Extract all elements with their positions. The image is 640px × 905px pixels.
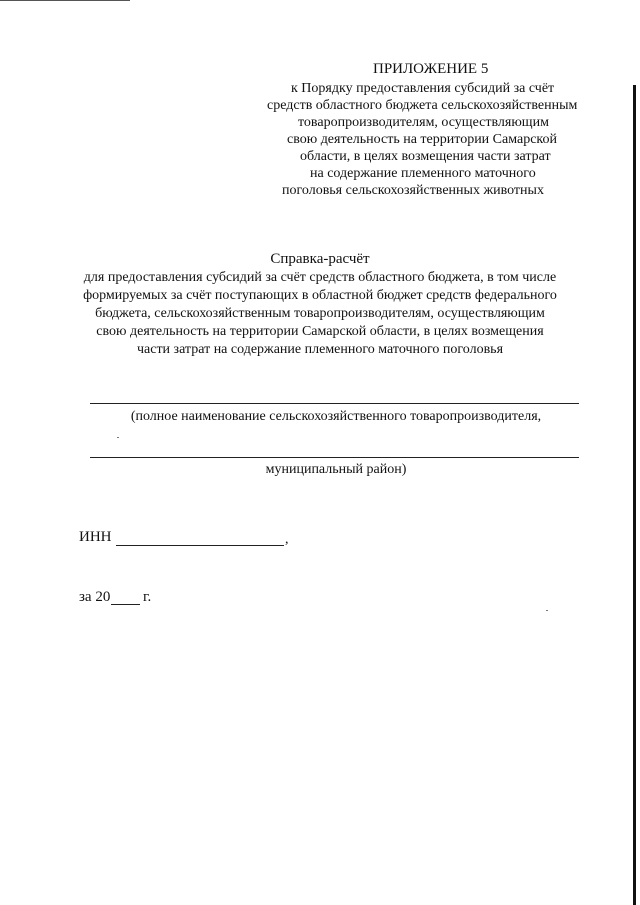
appendix-title: ПРИЛОЖЕНИЕ 5 <box>373 61 489 77</box>
certificate-line: части затрат на содержание племенного маточного поголовья <box>136 342 504 357</box>
scan-top-edge-line <box>0 0 130 1</box>
appendix-line: области, в целях возмещения части затрат <box>300 149 551 164</box>
appendix-line: свою деятельность на территории Самарской <box>287 132 557 147</box>
certificate-title: Справка-расчёт <box>270 251 370 267</box>
producer-name-caption: (полное наименование сельскохозяйственного товаропроизводителя, <box>130 409 542 424</box>
year-suffix: г. <box>143 589 152 605</box>
producer-name-underline <box>90 403 579 404</box>
certificate-line: свою деятельность на территории Самарской области, в целях возмещения <box>96 324 544 339</box>
year-blank-underline <box>111 604 140 605</box>
appendix-line: средств областного бюджета сельскохозяйственным <box>267 98 578 113</box>
appendix-line: поголовья сельскохозяйственных животных <box>282 183 544 198</box>
certificate-line: формируемых за счёт поступающих в областной бюджет средств федерального <box>83 288 557 303</box>
scan-speck <box>117 437 119 438</box>
scan-speck <box>546 610 548 611</box>
certificate-line: для предоставления субсидий за счёт средств областного бюджета, в том числе <box>83 270 557 285</box>
inn-suffix: , <box>285 532 289 547</box>
producer-district-caption: муниципальный район) <box>265 462 407 477</box>
scan-right-edge-bar <box>633 85 636 905</box>
inn-label: ИНН <box>79 529 112 545</box>
appendix-line: к Порядку предоставления субсидий за счёт <box>291 81 555 96</box>
inn-blank-underline <box>116 545 284 546</box>
appendix-line: на содержание племенного маточного <box>310 166 536 181</box>
appendix-line: товаропроизводителям, осуществляющим <box>298 115 549 130</box>
certificate-line: бюджета, сельскохозяйственным товаропроизводителям, осуществляющим <box>95 306 545 321</box>
year-prefix: за 20 <box>79 589 111 605</box>
producer-district-underline <box>90 457 579 458</box>
